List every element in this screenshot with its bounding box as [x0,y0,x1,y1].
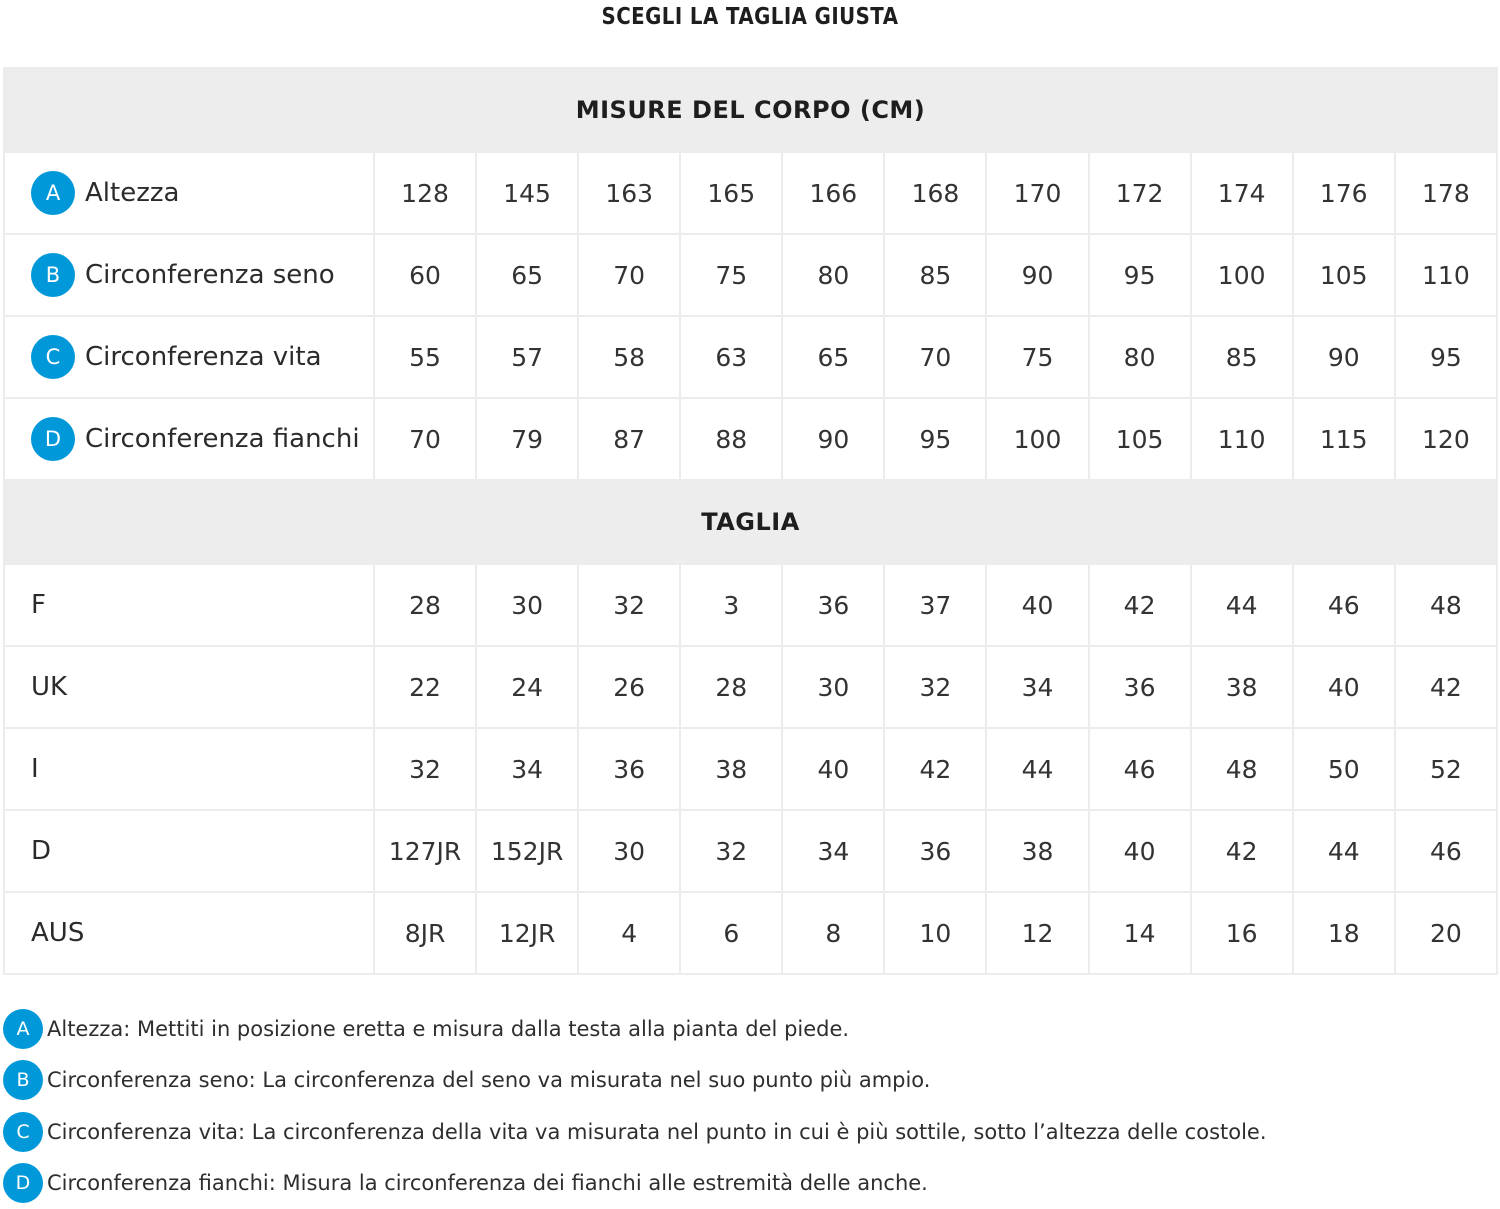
table-cell: 63 [680,316,782,398]
table-cell: 36 [578,728,680,810]
table-cell: 42 [884,728,986,810]
table-cell: 95 [1395,316,1497,398]
measurement-label [4,152,374,234]
table-cell: 48 [1191,728,1293,810]
note-item [3,1106,1498,1158]
table-cell: 85 [884,234,986,316]
table-cell: 38 [986,810,1088,892]
body-measurements-header [4,68,1497,152]
table-cell: 70 [884,316,986,398]
table-cell: 46 [1089,728,1191,810]
table-cell: 120 [1395,398,1497,480]
badge-c-icon: C [3,1112,43,1152]
table-cell: 36 [782,564,884,646]
measurement-label [4,398,374,480]
measurement-name: Circonferenza vita [85,342,322,372]
table-cell: 75 [680,234,782,316]
table-cell: 30 [782,646,884,728]
table-cell: 28 [374,564,476,646]
table-cell: 170 [986,152,1088,234]
table-cell: 32 [374,728,476,810]
size-chart-table [3,67,1498,975]
table-cell: 10 [884,892,986,974]
table-cell: 58 [578,316,680,398]
table-cell: 6 [680,892,782,974]
badge-a-icon: A [31,171,75,215]
table-cell: 37 [884,564,986,646]
table-cell: 34 [986,646,1088,728]
measurement-name: Altezza [85,178,179,208]
table-cell: 75 [986,316,1088,398]
table-cell: 88 [680,398,782,480]
table-cell: 42 [1191,810,1293,892]
table-cell: 24 [476,646,578,728]
table-cell: 30 [476,564,578,646]
measurement-label [4,234,374,316]
table-cell: 90 [986,234,1088,316]
table-cell: 44 [1191,564,1293,646]
table-cell: 40 [1293,646,1395,728]
table-cell: 166 [782,152,884,234]
table-cell: 44 [986,728,1088,810]
size-title: TAGLIA [4,480,1497,564]
table-cell: 95 [884,398,986,480]
table-cell: 105 [1293,234,1395,316]
table-cell: 70 [578,234,680,316]
table-cell: 128 [374,152,476,234]
size-row [4,892,1497,974]
table-cell: 100 [986,398,1088,480]
table-cell: 40 [986,564,1088,646]
size-row [4,646,1497,728]
table-cell: 105 [1089,398,1191,480]
badge-a-icon: A [3,1009,43,1049]
table-cell: 100 [1191,234,1293,316]
table-cell: 20 [1395,892,1497,974]
table-cell: 152JR [476,810,578,892]
table-cell: 12JR [476,892,578,974]
badge-d-icon: D [3,1163,43,1203]
measurement-row [4,152,1497,234]
size-system-label: D [4,810,374,892]
table-cell: 178 [1395,152,1497,234]
table-cell: 174 [1191,152,1293,234]
table-cell: 90 [1293,316,1395,398]
table-cell: 110 [1395,234,1497,316]
table-cell: 110 [1191,398,1293,480]
table-cell: 95 [1089,234,1191,316]
table-cell: 36 [1089,646,1191,728]
table-cell: 42 [1395,646,1497,728]
table-cell: 42 [1089,564,1191,646]
size-row [4,810,1497,892]
table-cell: 90 [782,398,884,480]
size-system-label: AUS [4,892,374,974]
table-cell: 8JR [374,892,476,974]
table-cell: 38 [680,728,782,810]
measurement-notes [3,1003,1498,1209]
table-cell: 165 [680,152,782,234]
size-row [4,728,1497,810]
table-cell: 79 [476,398,578,480]
badge-c-icon: C [31,335,75,379]
table-cell: 36 [884,810,986,892]
table-cell: 57 [476,316,578,398]
size-header [4,480,1497,564]
note-text: Circonferenza vita: La circonferenza della vita va misurata nel punto in cui è più sottile, sotto l’altezza delle costole. [47,1120,1267,1144]
table-cell: 18 [1293,892,1395,974]
table-cell: 65 [476,234,578,316]
table-cell: 55 [374,316,476,398]
table-cell: 34 [782,810,884,892]
measurement-label [4,316,374,398]
measurement-name: Circonferenza seno [85,260,335,290]
table-cell: 50 [1293,728,1395,810]
note-text: Circonferenza seno: La circonferenza del seno va misurata nel suo punto più ampio. [47,1068,930,1092]
badge-b-icon: B [3,1060,43,1100]
table-cell: 32 [578,564,680,646]
table-cell: 80 [782,234,884,316]
table-cell: 60 [374,234,476,316]
table-cell: 32 [680,810,782,892]
size-system-label: UK [4,646,374,728]
measurement-row [4,234,1497,316]
table-cell: 4 [578,892,680,974]
table-cell: 172 [1089,152,1191,234]
badge-b-icon: B [31,253,75,297]
table-cell: 127JR [374,810,476,892]
table-cell: 16 [1191,892,1293,974]
table-cell: 26 [578,646,680,728]
note-item [3,1003,1498,1055]
table-cell: 80 [1089,316,1191,398]
table-cell: 38 [1191,646,1293,728]
table-cell: 48 [1395,564,1497,646]
table-cell: 44 [1293,810,1395,892]
table-cell: 40 [1089,810,1191,892]
table-cell: 32 [884,646,986,728]
table-cell: 65 [782,316,884,398]
table-cell: 145 [476,152,578,234]
measurement-row [4,398,1497,480]
body-measurements-title: MISURE DEL CORPO (CM) [4,68,1497,152]
table-cell: 87 [578,398,680,480]
table-cell: 52 [1395,728,1497,810]
size-system-label: I [4,728,374,810]
table-cell: 85 [1191,316,1293,398]
note-text: Circonferenza fianchi: Misura la circonferenza dei fianchi alle estremità delle anche. [47,1171,928,1195]
table-cell: 12 [986,892,1088,974]
table-cell: 22 [374,646,476,728]
table-cell: 30 [578,810,680,892]
table-cell: 34 [476,728,578,810]
table-cell: 168 [884,152,986,234]
table-cell: 28 [680,646,782,728]
note-item [3,1055,1498,1107]
badge-d-icon: D [31,417,75,461]
table-cell: 163 [578,152,680,234]
table-cell: 40 [782,728,884,810]
table-cell: 70 [374,398,476,480]
table-cell: 46 [1395,810,1497,892]
measurement-row [4,316,1497,398]
page-title: SCEGLI LA TAGLIA GIUSTA [105,0,1395,34]
table-cell: 176 [1293,152,1395,234]
table-cell: 8 [782,892,884,974]
note-text: Altezza: Mettiti in posizione eretta e misura dalla testa alla pianta del piede. [47,1017,849,1041]
table-cell: 14 [1089,892,1191,974]
size-system-label: F [4,564,374,646]
table-cell: 115 [1293,398,1395,480]
table-cell: 3 [680,564,782,646]
size-row [4,564,1497,646]
measurement-name: Circonferenza fianchi [85,424,360,454]
table-cell: 46 [1293,564,1395,646]
note-item [3,1158,1498,1209]
